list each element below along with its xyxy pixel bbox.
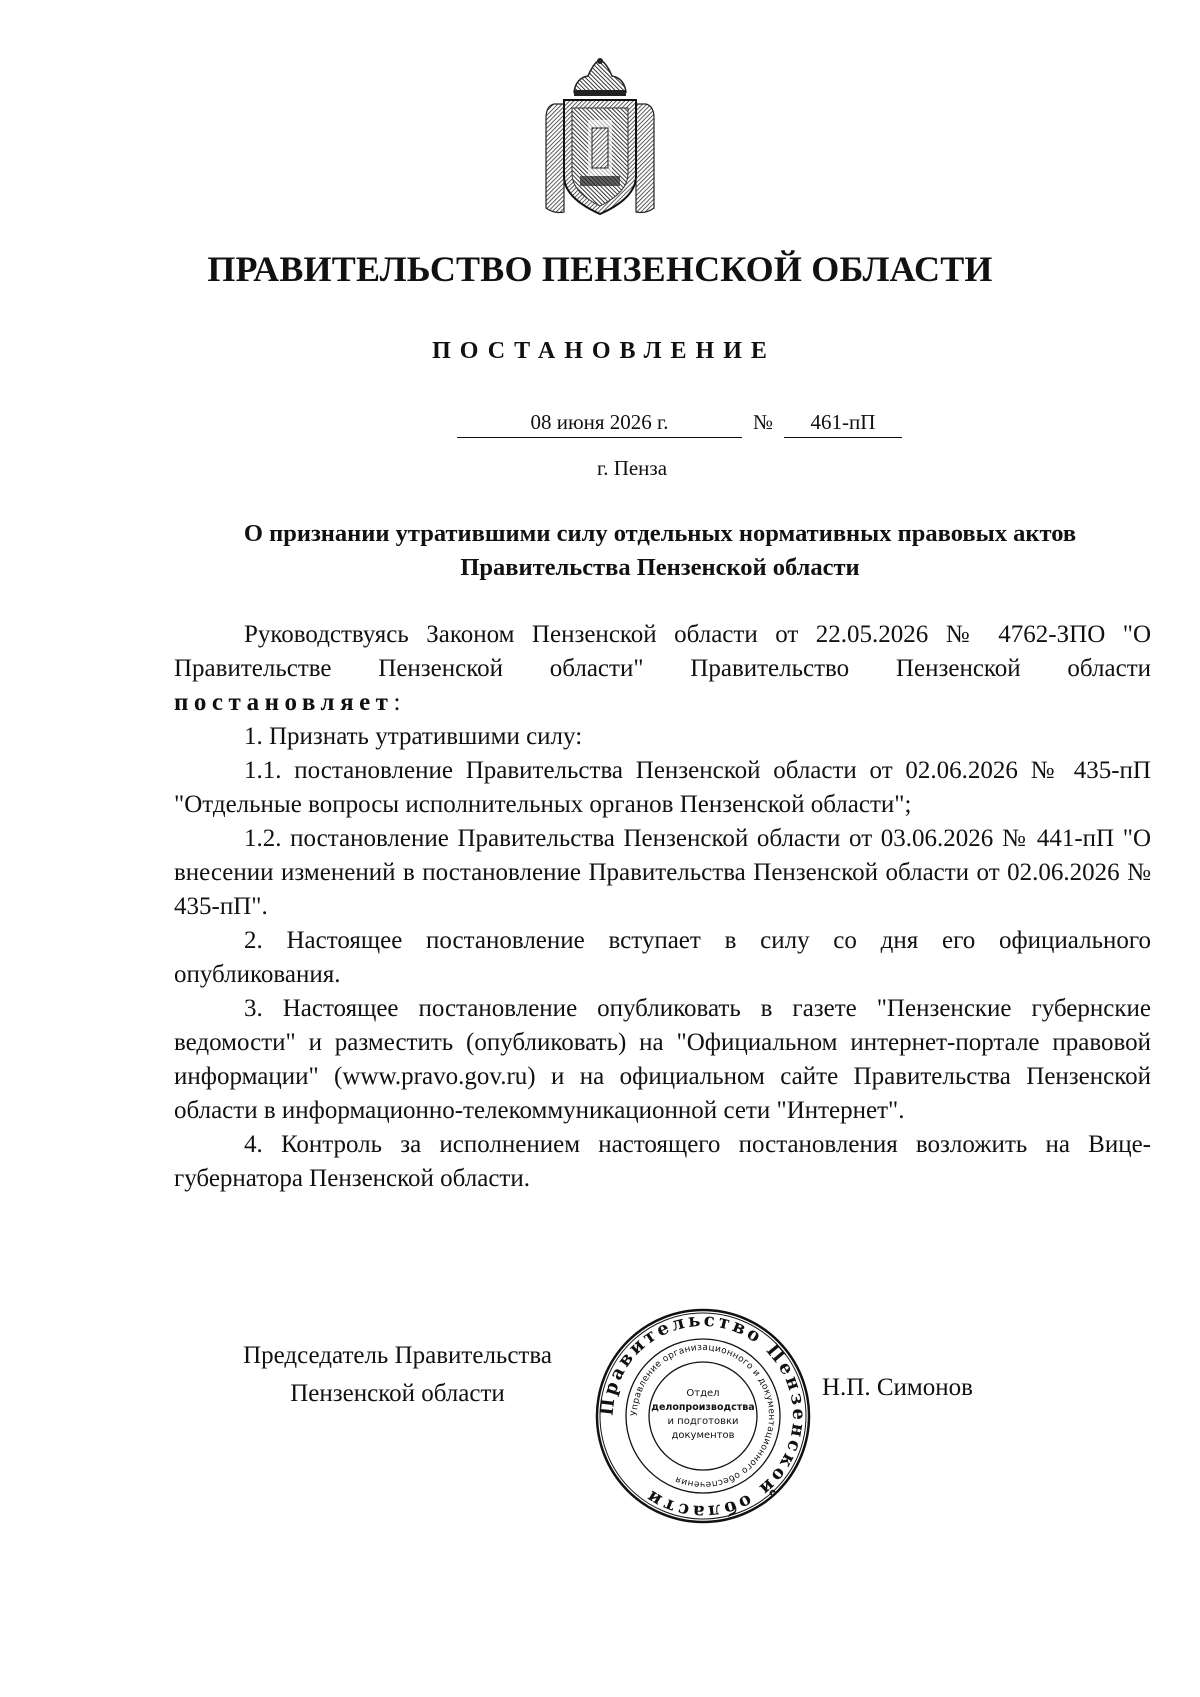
seal-outer-text: Правительство Пензенской области — [596, 1309, 810, 1523]
intro-text: Руководствуясь Законом Пензенской области от 22.05.2026 № 4762-ЗПО "О Правительстве Пензенской области" Правительство Пензенской области — [174, 621, 1151, 682]
document-number: 461-пП — [784, 410, 902, 438]
document-title-line-1: О признании утратившими силу отдельных нормативных правовых актов — [243, 520, 1077, 547]
document-body — [174, 618, 1151, 1196]
signatory-name: Н.П. Симонов — [822, 1374, 973, 1401]
document-title-line-2: Правительства Пензенской области — [460, 554, 860, 581]
signatory-title — [200, 1337, 595, 1413]
organization-name: ПРАВИТЕЛЬСТВО ПЕНЗЕНСКОЙ ОБЛАСТИ — [207, 249, 993, 289]
decree-colon: : — [393, 689, 401, 716]
paragraph-item-1-2: 1.2. постановление Правительства Пензенской области от 03.06.2026 № 441-пП "О внесении изменений в постановление Правительства Пензенской области от 02.06.2026 № 435-пП". — [174, 825, 1151, 920]
number-sign: № — [753, 410, 774, 434]
seal-center-line-3: и подготовки — [667, 1416, 739, 1427]
paragraph-item-1: 1. Признать утратившими силу: — [244, 723, 583, 750]
seal-center-line-4: документов — [671, 1430, 735, 1441]
signatory-title-line-2: Пензенской области — [290, 1380, 505, 1407]
paragraph-item-3: 3. Настоящее постановление опубликовать в газете "Пензенские губернские ведомости" и разместить (опубликовать) на "Официальном интернет-портале правовой информации" (www.pravo.gov.ru) и на официальном сайте Правительства Пензенской области в информационно-телекоммуникационной сети "Интернет". — [174, 995, 1151, 1124]
paragraph-item-2: 2. Настоящее постановление вступает в силу со дня его официального опубликования. — [174, 927, 1151, 988]
document-city: г. Пенза — [596, 456, 668, 480]
document-title — [160, 517, 1160, 585]
signatory-title-line-1: Председатель Правительства — [243, 1342, 552, 1369]
seal-center-line-1: Отдел — [686, 1388, 720, 1399]
document-date: 08 июня 2026 г. — [457, 410, 742, 438]
coat-of-arms-icon — [544, 58, 656, 218]
paragraph-item-4: 4. Контроль за исполнением настоящего постановления возложить на Вице-губернатора Пензенской области. — [174, 1131, 1151, 1192]
seal-center-line-2: делопроизводства — [651, 1402, 755, 1413]
document-type: ПОСТАНОВЛЕНИЕ — [432, 338, 776, 364]
decree-word: постановляет — [174, 689, 394, 716]
paragraph-item-1-1: 1.1. постановление Правительства Пензенской области от 02.06.2026 № 435-пП "Отдельные вопросы исполнительных органов Пензенской области"; — [174, 757, 1151, 818]
date-number-line — [457, 410, 907, 444]
seal-middle-text: Управление организационного и документационного обеспечения — [629, 1342, 777, 1490]
intro-paragraph — [174, 618, 1151, 720]
official-seal-icon — [593, 1306, 813, 1526]
